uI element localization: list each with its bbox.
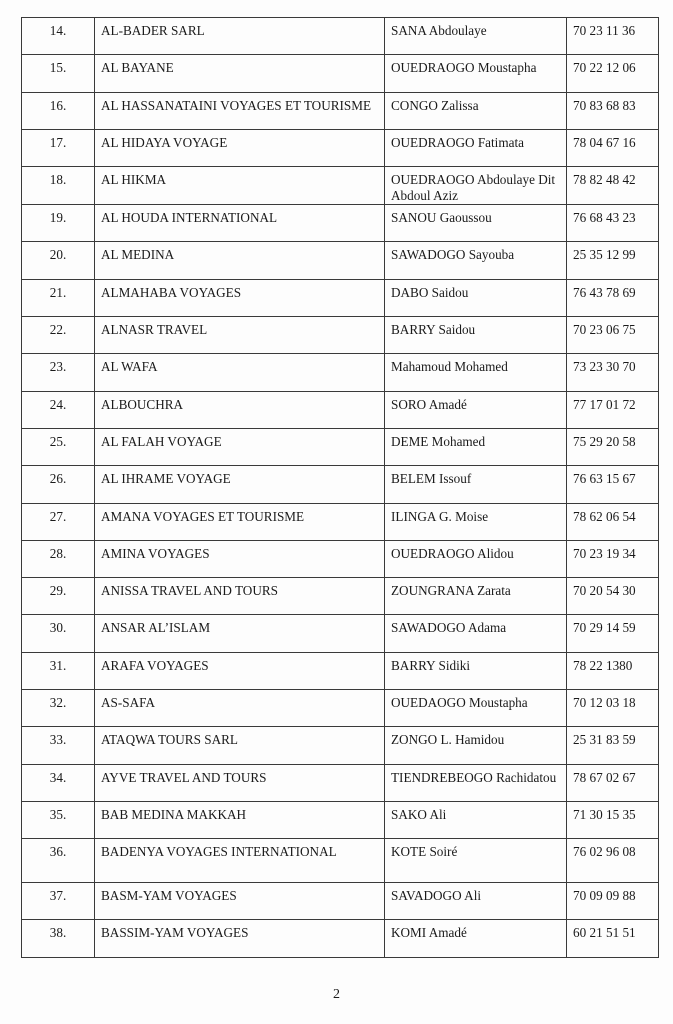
agency-name: AL FALAH VOYAGE [95, 428, 385, 465]
row-number: 14. [22, 18, 95, 55]
phone-number: 78 62 06 54 [567, 503, 659, 540]
contact-name: ZONGO L. Hamidou [385, 727, 567, 764]
contact-name: OUEDRAOGO Moustapha [385, 55, 567, 92]
agency-name: AL WAFA [95, 354, 385, 391]
agency-name: AYVE TRAVEL AND TOURS [95, 764, 385, 801]
table-row [22, 540, 659, 577]
phone-number: 70 09 09 88 [567, 882, 659, 919]
row-number: 36. [22, 838, 95, 882]
row-number: 31. [22, 652, 95, 689]
contact-name: KOMI Amadé [385, 920, 567, 957]
phone-number: 70 12 03 18 [567, 690, 659, 727]
row-number: 37. [22, 882, 95, 919]
table-row [22, 503, 659, 540]
agency-name: ALNASR TRAVEL [95, 317, 385, 354]
agency-name: AMINA VOYAGES [95, 540, 385, 577]
agency-name: AMANA VOYAGES ET TOURISME [95, 503, 385, 540]
contact-name: KOTE Soiré [385, 838, 567, 882]
table-row [22, 578, 659, 615]
table-row [22, 317, 659, 354]
phone-number: 77 17 01 72 [567, 391, 659, 428]
phone-number: 76 43 78 69 [567, 279, 659, 316]
phone-number: 76 02 96 08 [567, 838, 659, 882]
agency-name: BASM-YAM VOYAGES [95, 882, 385, 919]
contact-name: BARRY Saidou [385, 317, 567, 354]
table-row [22, 428, 659, 465]
agency-name: AS-SAFA [95, 690, 385, 727]
phone-number: 70 20 54 30 [567, 578, 659, 615]
contact-name: SORO Amadé [385, 391, 567, 428]
row-number: 35. [22, 801, 95, 838]
table-row [22, 615, 659, 652]
contact-name: OUEDRAOGO Abdoulaye Dit Abdoul Aziz [385, 167, 567, 205]
row-number: 26. [22, 466, 95, 503]
phone-number: 78 04 67 16 [567, 129, 659, 166]
contact-name: SANOU Gaoussou [385, 205, 567, 242]
agency-name: ANISSA TRAVEL AND TOURS [95, 578, 385, 615]
row-number: 28. [22, 540, 95, 577]
row-number: 38. [22, 920, 95, 957]
table-row [22, 92, 659, 129]
phone-number: 73 23 30 70 [567, 354, 659, 391]
agency-name: ALMAHABA VOYAGES [95, 279, 385, 316]
agency-name: AL HASSANATAINI VOYAGES ET TOURISME [95, 92, 385, 129]
phone-number: 75 29 20 58 [567, 428, 659, 465]
agency-table [21, 17, 659, 958]
table-row [22, 242, 659, 279]
phone-number: 70 23 11 36 [567, 18, 659, 55]
agency-name: AL MEDINA [95, 242, 385, 279]
contact-name: DEME Mohamed [385, 428, 567, 465]
table-row [22, 279, 659, 316]
agency-name: BASSIM-YAM VOYAGES [95, 920, 385, 957]
agency-name: AL BAYANE [95, 55, 385, 92]
contact-name: OUEDRAOGO Alidou [385, 540, 567, 577]
row-number: 27. [22, 503, 95, 540]
agency-table-body [22, 18, 659, 958]
table-row [22, 727, 659, 764]
row-number: 20. [22, 242, 95, 279]
row-number: 19. [22, 205, 95, 242]
phone-number: 70 29 14 59 [567, 615, 659, 652]
phone-number: 60 21 51 51 [567, 920, 659, 957]
contact-name: SAKO Ali [385, 801, 567, 838]
agency-name: AL HIKMA [95, 167, 385, 205]
phone-number: 76 68 43 23 [567, 205, 659, 242]
table-row [22, 55, 659, 92]
row-number: 33. [22, 727, 95, 764]
agency-name: AL IHRAME VOYAGE [95, 466, 385, 503]
contact-name: SAWADOGO Adama [385, 615, 567, 652]
agency-name: AL HOUDA INTERNATIONAL [95, 205, 385, 242]
phone-number: 76 63 15 67 [567, 466, 659, 503]
phone-number: 70 22 12 06 [567, 55, 659, 92]
table-row [22, 18, 659, 55]
contact-name: CONGO Zalissa [385, 92, 567, 129]
phone-number: 70 23 19 34 [567, 540, 659, 577]
table-row [22, 882, 659, 919]
table-row [22, 354, 659, 391]
phone-number: 78 67 02 67 [567, 764, 659, 801]
contact-name: BELEM Issouf [385, 466, 567, 503]
contact-name: OUEDRAOGO Fatimata [385, 129, 567, 166]
row-number: 22. [22, 317, 95, 354]
row-number: 29. [22, 578, 95, 615]
row-number: 32. [22, 690, 95, 727]
phone-number: 71 30 15 35 [567, 801, 659, 838]
phone-number: 78 82 48 42 [567, 167, 659, 205]
contact-name: SANA Abdoulaye [385, 18, 567, 55]
agency-name: ARAFA VOYAGES [95, 652, 385, 689]
contact-name: ZOUNGRANA Zarata [385, 578, 567, 615]
table-row [22, 690, 659, 727]
row-number: 30. [22, 615, 95, 652]
agency-name: ATAQWA TOURS SARL [95, 727, 385, 764]
contact-name: ILINGA G. Moise [385, 503, 567, 540]
contact-name: SAVADOGO Ali [385, 882, 567, 919]
row-number: 15. [22, 55, 95, 92]
row-number: 17. [22, 129, 95, 166]
agency-name: BAB MEDINA MAKKAH [95, 801, 385, 838]
table-row [22, 205, 659, 242]
contact-name: DABO Saidou [385, 279, 567, 316]
table-row [22, 391, 659, 428]
page-number: 2 [333, 987, 340, 1002]
agency-name: ALBOUCHRA [95, 391, 385, 428]
row-number: 21. [22, 279, 95, 316]
row-number: 23. [22, 354, 95, 391]
contact-name: OUEDAOGO Moustapha [385, 690, 567, 727]
phone-number: 70 23 06 75 [567, 317, 659, 354]
table-row [22, 466, 659, 503]
row-number: 34. [22, 764, 95, 801]
table-row [22, 838, 659, 882]
phone-number: 70 83 68 83 [567, 92, 659, 129]
table-row [22, 920, 659, 957]
agency-name: AL-BADER SARL [95, 18, 385, 55]
contact-name: Mahamoud Mohamed [385, 354, 567, 391]
agency-name: BADENYA VOYAGES INTERNATIONAL [95, 838, 385, 882]
phone-number: 25 35 12 99 [567, 242, 659, 279]
agency-name: ANSAR AL’ISLAM [95, 615, 385, 652]
table-row [22, 801, 659, 838]
contact-name: BARRY Sidiki [385, 652, 567, 689]
contact-name: TIENDREBEOGO Rachidatou [385, 764, 567, 801]
row-number: 16. [22, 92, 95, 129]
agency-name: AL HIDAYA VOYAGE [95, 129, 385, 166]
table-row [22, 167, 659, 205]
table-row [22, 652, 659, 689]
contact-name: SAWADOGO Sayouba [385, 242, 567, 279]
table-row [22, 129, 659, 166]
row-number: 24. [22, 391, 95, 428]
row-number: 25. [22, 428, 95, 465]
row-number: 18. [22, 167, 95, 205]
phone-number: 25 31 83 59 [567, 727, 659, 764]
phone-number: 78 22 1380 [567, 652, 659, 689]
table-row [22, 764, 659, 801]
